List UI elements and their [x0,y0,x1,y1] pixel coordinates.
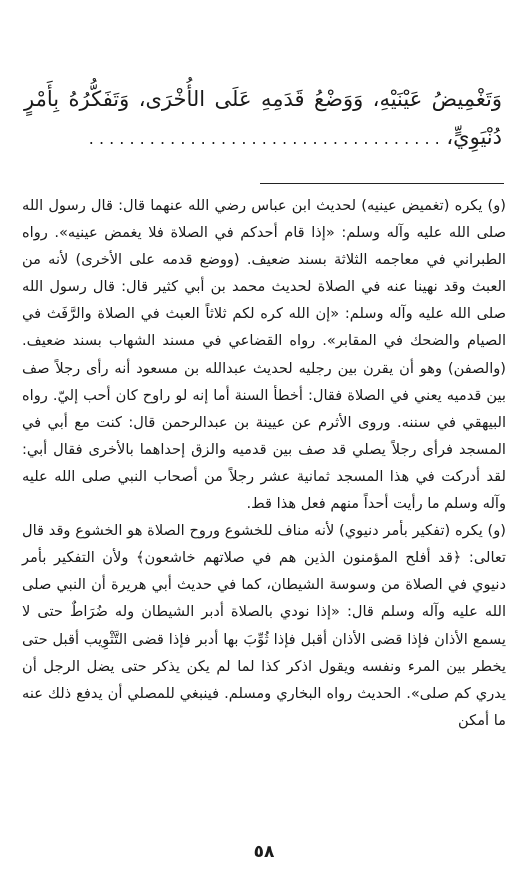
commentary-paragraph-2: (و) يكره (تفكير بأمر دنيوي) لأنه مناف للخشوع وروح الصلاة هو الخشوع وقد قال تعالى: ﴿قد أفلح المؤمنون الذين هم في صلاتهم خاشعون﴾ ولأن التفكير بأمر دنيوي في الصلاة من وسوسة الشيطان، كما في حديث أبي هريرة أن النبي صلى الله عليه وآله وسلم قال: «إذا نودي بالصلاة أدبر الشيطان وله ضُرَاطٌ حتى لا يسمع الأذان فإذا قضى الأذان أقبل فإذا ثُوِّبَ بها أدبر فإذا قضى التَّثْوِيب أقبل حتى يخطر بين المرء ونفسه ويقول اذكر كذا لما لم يكن يذكر حتى يضل الرجل أن يدري كم صلى». الحديث رواه البخاري ومسلم. فينبغي للمصلي أن يدفع ذلك عنه ما أمكن [22,522,506,729]
commentary-text [22,192,506,734]
main-text-line: وَتَغْمِيضُ عَيْنَيْهِ، وَوَضْعُ قَدَمِهِ عَلَى الأُخْرَى، وَتَفَكُّرُهُ بِأَمْرٍ دُنْيَوِيٍّ، [24,87,502,149]
leader-dots: . . . . . . . . . . . . . . . . . . . . . . . . . . . . . . . . . . . [88,129,440,148]
footnote-separator-rule [260,183,504,184]
main-text [24,80,502,158]
commentary-paragraph-1: (و) يكره (تغميض عينيه) لحديث ابن عباس رضي الله عنهما قال: قال رسول الله صلى الله عليه وآله وسلم: «إذا قام أحدكم في الصلاة فلا يغمض عينيه». رواه الطبراني في معاجمه الثلاثة بسند ضعيف. (ووضع قدمه على الأخرى) لأنه من العبث وقد نهينا عنه في الصلاة لحديث محمد بن أبي كثير قال: قال رسول الله صلى الله عليه وآله وسلم: «إن الله كره لكم ثلاثاً العبث في الصلاة والرَّفَث في الصيام والضحك في المقابر». رواه القضاعي في مسند الشهاب بسند ضعيف. (والصفن) وهو أن يقرن بين رجليه لحديث عبدالله بن مسعود أنه رأى رجلاً صف بين قدميه يعني في الصلاة فقال: أخطأ السنة أما إنه لو راوح كان أحب إليّ. رواه البيهقي في سننه. وروى الأثرم عن عيينة بن عبدالرحمن قال: كنت مع أبي في المسجد فرأى رجلاً يصلي قد صف بين قدميه والزق إحداهما بالأخرى فقال أبي: لقد أدركت في هذا المسجد ثمانية عشر رجلاً من أصحاب النبي صلى الله عليه وآله وسلم ما رأيت أحداً منهم فعل هذا قط. [22,197,506,513]
page-number: ٥٨ [253,842,275,862]
